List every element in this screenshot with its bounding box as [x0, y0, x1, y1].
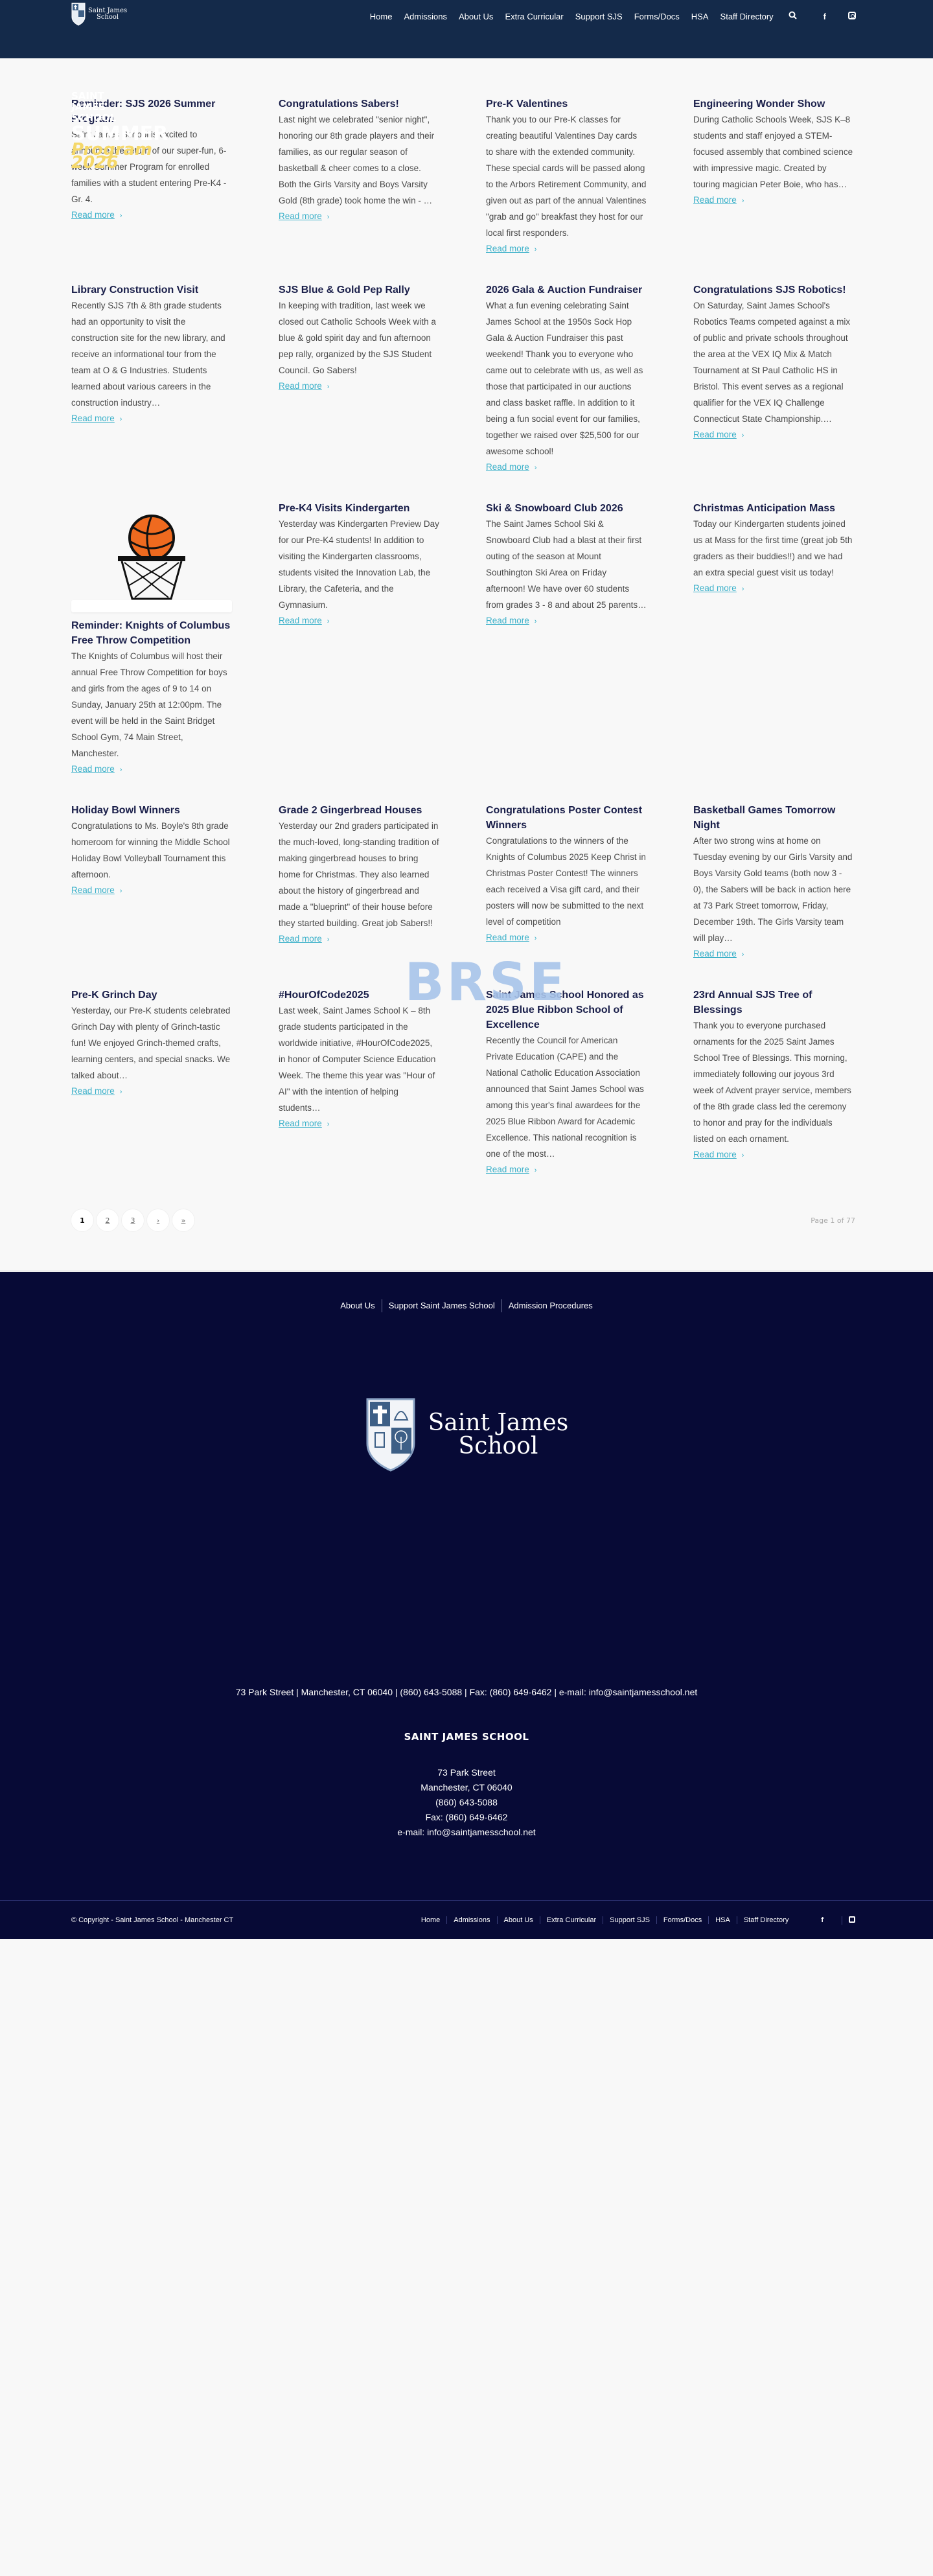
footer-link-about-us[interactable]: About Us	[340, 1301, 375, 1310]
read-more-link[interactable]	[279, 1116, 329, 1132]
chevron-right-icon: ›	[741, 585, 744, 593]
read-more-label: Read more	[486, 933, 529, 942]
posts-grid	[71, 91, 862, 1198]
school-crest-icon	[365, 1397, 417, 1473]
post-card	[71, 982, 232, 1178]
post-thumbnail[interactable]	[71, 600, 232, 612]
nav-support-sjs[interactable]: Support SJS	[575, 11, 623, 21]
post-excerpt: Congratulations to the winners of the Knights of Columbus 2025 Keep Christ in Christmas Poster Contest! The winners each received a Visa gift card, and their posters will now be submitted to the next level of competition	[486, 836, 646, 927]
contact-title: SAINT JAMES SCHOOL	[404, 1731, 529, 1743]
post-title[interactable]: Congratulations SJS Robotics!	[693, 284, 846, 296]
bottom-nav-admissions[interactable]: Admissions	[446, 1916, 496, 1924]
post-title[interactable]: Congratulations Poster Contest Winners	[486, 805, 642, 831]
footer-link-admission-procedures[interactable]: Admission Procedures	[501, 1299, 599, 1312]
post-excerpt: Yesterday, our Pre-K students celebrated Grinch Day with plenty of Grinch-tastic fun! We enjoyed Grinch-themed crafts, learning centers, and special snacks. We talked about…	[71, 1006, 231, 1080]
chevron-right-icon: ›	[119, 766, 122, 774]
chevron-right-icon: ›	[119, 887, 122, 895]
post-excerpt: Thank you to everyone purchased ornaments for the 2025 Saint James School Tree of Blessings. This morning, immediately following our joyous 3rd week of Advent prayer service, members of the 8th grade class led the ceremony to honor and pray for the individuals listed on each ornament.	[693, 1021, 851, 1144]
read-more-link[interactable]	[71, 411, 122, 427]
last-page-button[interactable]: »	[172, 1209, 194, 1231]
post-card	[486, 277, 647, 476]
nav-about-us[interactable]: About Us	[458, 11, 494, 21]
read-more-label: Read more	[279, 934, 322, 944]
footer-logo-line2: School	[458, 1433, 538, 1459]
post-excerpt: On Saturday, Saint James School's Robotics Teams competed against a mix of public and private schools throughout the area at the VEX IQ Mix & Match Tournament at St Paul Catholic HS in Bristol. This event serves as a regional qualifier for the VEX IQ Challenge Connecticut State Championship.…	[693, 301, 851, 424]
read-more-label: Read more	[486, 1165, 529, 1174]
post-excerpt: Last night we celebrated "senior night", honoring our 8th grade players and their families, as our regular season of basketball & cheer comes to a close. Both the Girls Varsity and Boys Varsity Gold (8th grade) took home the win - …	[279, 115, 435, 205]
read-more-label: Read more	[279, 211, 322, 221]
read-more-label: Read more	[279, 381, 322, 391]
facebook-icon[interactable]: f	[823, 11, 826, 21]
read-more-link[interactable]	[279, 931, 329, 947]
nav-admissions[interactable]: Admissions	[404, 11, 447, 21]
read-more-label: Read more	[693, 949, 737, 958]
read-more-link[interactable]	[693, 946, 744, 962]
post-card	[71, 797, 232, 962]
read-more-label: Read more	[71, 764, 115, 774]
post-card	[71, 495, 232, 778]
post-excerpt: Saint James School is excited to announce the return of our super-fun, 6-week Summer Program for enrolled families with a student entering Pre-K4 - Gr. 4.	[71, 130, 227, 204]
footer-links	[0, 1272, 933, 1312]
post-card	[486, 797, 647, 962]
chevron-right-icon: ›	[741, 951, 744, 958]
page-links	[71, 1209, 194, 1231]
bottom-nav-about-us[interactable]: About Us	[497, 1916, 540, 1924]
read-more-link[interactable]	[279, 209, 329, 225]
post-card	[693, 91, 854, 257]
read-more-link[interactable]	[279, 378, 329, 395]
read-more-label: Read more	[71, 210, 115, 220]
post-card	[486, 91, 647, 257]
read-more-label: Read more	[486, 462, 529, 472]
read-more-label: Read more	[279, 1119, 322, 1128]
nav-staff-directory[interactable]: Staff Directory	[720, 11, 774, 21]
page-summary: Page 1 of 77	[811, 1216, 855, 1225]
nav-forms-docs[interactable]: Forms/Docs	[634, 11, 680, 21]
chevron-right-icon: ›	[119, 212, 122, 220]
post-title[interactable]: SJS Blue & Gold Pep Rally	[279, 284, 410, 296]
bottom-nav-home[interactable]: Home	[420, 1916, 441, 1924]
nav-hsa[interactable]: HSA	[691, 11, 709, 21]
post-title[interactable]: Reminder: SJS 2026 Summer Program	[71, 99, 216, 124]
socket-bar	[0, 1900, 933, 1939]
post-card	[279, 797, 439, 962]
read-more-label: Read more	[693, 195, 737, 205]
nav-home[interactable]: Home	[369, 11, 393, 21]
read-more-label: Read more	[71, 885, 115, 895]
shield-logo-icon	[71, 3, 86, 26]
chevron-right-icon: ›	[741, 197, 744, 205]
post-title[interactable]: Holiday Bowl Winners	[71, 805, 180, 816]
basketball-hoop-icon	[71, 600, 232, 610]
read-more-link[interactable]	[71, 207, 122, 224]
instagram-icon[interactable]	[842, 1916, 862, 1925]
post-card	[279, 495, 439, 778]
chevron-right-icon: ›	[534, 464, 537, 472]
post-title[interactable]: Library Construction Visit	[71, 284, 199, 296]
read-more-link[interactable]	[486, 1162, 536, 1178]
read-more-label: Read more	[279, 616, 322, 625]
chevron-right-icon: ›	[327, 213, 330, 221]
page-2[interactable]: 2	[97, 1209, 119, 1231]
post-title[interactable]: 23rd Annual SJS Tree of Blessings	[693, 990, 812, 1015]
news-grid-section	[71, 58, 862, 1270]
pagination	[71, 1198, 862, 1270]
read-more-label: Read more	[486, 244, 529, 253]
post-title[interactable]: Grade 2 Gingerbread Houses	[279, 805, 422, 816]
post-excerpt: The Saint James School Ski & Snowboard Club had a blast at their first outing of the season at Mount Southington Ski Area on Friday afternoon! We have over 60 students from grades 3 - 8 and about 25 parents…	[486, 519, 647, 610]
chevron-right-icon: ›	[534, 934, 537, 942]
contact-address: 73 Park Street	[437, 1767, 496, 1778]
contact-city: Manchester, CT 06040	[420, 1782, 513, 1793]
bottom-nav-extra-curricular[interactable]: Extra Curricular	[540, 1916, 603, 1924]
read-more-label: Read more	[71, 413, 115, 423]
post-card	[71, 91, 232, 257]
post-card	[693, 277, 854, 476]
post-card	[693, 495, 854, 778]
post-excerpt: Congratulations to Ms. Boyle's 8th grade homeroom for winning the Middle School Holiday Bowl Volleyball Tournament this afternoon.	[71, 821, 230, 879]
logo-text-line1: Saint James	[88, 7, 128, 14]
post-excerpt: Recently SJS 7th & 8th grade students had an opportunity to visit the construction site for the new library, and receive an informational tour from the team at O & G Industries. Students learned about various careers in the construction industry…	[71, 301, 225, 408]
copyright: © Copyright - Saint James School - Manchester CT	[71, 1916, 234, 1924]
read-more-link[interactable]	[71, 761, 122, 778]
bottom-nav-forms-docs[interactable]: Forms/Docs	[656, 1916, 708, 1924]
social-links	[818, 12, 862, 21]
chevron-right-icon: ›	[534, 618, 537, 625]
chevron-right-icon: ›	[119, 415, 122, 423]
post-title[interactable]: Pre-K Valentines	[486, 99, 568, 110]
post-card	[279, 91, 439, 257]
read-more-link[interactable]	[693, 581, 744, 597]
page-1[interactable]: 1	[71, 1209, 93, 1231]
read-more-link[interactable]	[486, 459, 536, 476]
post-excerpt: Thank you to our Pre-K classes for creating beautiful Valentines Day cards to share with the extended community. These special cards will be passed along to the Arbors Retirement Community, and given out as part of the annual Valentines "grab and go" breakfast they host for our local first responders.	[486, 115, 647, 238]
post-card	[693, 982, 854, 1178]
post-title[interactable]: Ski & Snowboard Club 2026	[486, 503, 623, 514]
post-excerpt: In keeping with tradition, last week we closed out Catholic Schools Week with a blue & gold spirit day and fun afternoon pep rally, organized by the SJS Student Council. Go Sabers!	[279, 301, 436, 375]
chevron-right-icon: ›	[327, 1120, 330, 1128]
footer-bottom-nav	[415, 1916, 862, 1925]
post-card	[486, 495, 647, 778]
read-more-link[interactable]	[486, 613, 536, 629]
chevron-right-icon: ›	[119, 1088, 122, 1096]
post-title[interactable]: Saint James School Honored as 2025 Blue Ribbon School of Excellence	[486, 990, 644, 1030]
post-title[interactable]: Christmas Anticipation Mass	[693, 503, 836, 514]
post-excerpt: Yesterday was Kindergarten Preview Day for our Pre-K4 students! In addition to visiting the Kindergarten classrooms, students visited the Innovation Lab, the Library, the Cafeteria, and the Gymnasium.	[279, 519, 439, 610]
bottom-nav-staff-directory[interactable]: Staff Directory	[737, 1916, 796, 1924]
post-card	[486, 982, 647, 1178]
post-excerpt: Today our Kindergarten students joined us at Mass for the first time (great job 5th graders as their buddies!!) and we had an extra special guest visit us today!	[693, 519, 853, 577]
site-footer	[0, 1270, 933, 1939]
chevron-right-icon: ›	[741, 1152, 744, 1159]
post-excerpt: Last week, Saint James School K – 8th grade students participated in the worldwide initiative, #HourOfCode2025, in honor of Computer Science Education Week. The theme this year was "Hour of AI" with the intention of helping students…	[279, 1006, 436, 1113]
post-title[interactable]: #HourOfCode2025	[279, 990, 369, 1001]
chevron-right-icon: ›	[534, 1166, 537, 1174]
instagram-icon[interactable]	[842, 12, 862, 21]
site-logo[interactable]	[71, 3, 127, 26]
read-more-link[interactable]	[71, 883, 122, 899]
post-card	[279, 277, 439, 476]
read-more-label: Read more	[71, 1086, 115, 1096]
post-excerpt: The Knights of Columbus will host their annual Free Throw Competition for boys and girls from the ages of 9 to 14 on Sunday, January 25th at 12:00pm. The event will be held in the Saint Bridget School Gym, 74 Main Street, Manchester.	[71, 651, 227, 758]
chevron-right-icon: ›	[534, 246, 537, 253]
chevron-right-icon: ›	[327, 936, 330, 944]
contact-block	[0, 1765, 933, 1840]
post-title[interactable]: Basketball Games Tomorrow Night	[693, 805, 836, 831]
read-more-link[interactable]	[279, 613, 329, 629]
post-title[interactable]: Pre-K Grinch Day	[71, 990, 157, 1001]
chevron-right-icon: ›	[327, 383, 330, 391]
chevron-right-icon: ›	[741, 432, 744, 439]
contact-line: 73 Park Street | Manchester, CT 06040 | (860) 643-5088 | Fax: (860) 649-6462 | e-mail: info@saintjamesschool.net	[235, 1687, 698, 1697]
nav-extra-curricular[interactable]: Extra Curricular	[505, 11, 564, 21]
post-title[interactable]: 2026 Gala & Auction Fundraiser	[486, 284, 643, 296]
post-excerpt: Yesterday our 2nd graders participated in the much-loved, long-standing tradition of making gingerbread houses to bring home for Christmas. They also learned about the history of gingerbread and made a "blueprint" of their house before they started building. Great job Sabers!!	[279, 821, 439, 928]
main-nav	[364, 3, 862, 30]
read-more-link[interactable]	[693, 427, 744, 443]
post-card	[71, 277, 232, 476]
read-more-link[interactable]	[486, 241, 536, 257]
page-3[interactable]: 3	[122, 1209, 144, 1231]
read-more-label: Read more	[693, 583, 737, 593]
footer-logo-line1: Saint James	[428, 1410, 569, 1436]
read-more-link[interactable]	[71, 1084, 122, 1100]
chevron-right-icon: ›	[327, 618, 330, 625]
post-title[interactable]: Reminder: Knights of Columbus Free Throw Competition	[71, 620, 231, 646]
read-more-label: Read more	[693, 1150, 737, 1159]
read-more-link[interactable]	[693, 192, 744, 209]
post-title[interactable]: Engineering Wonder Show	[693, 99, 825, 110]
read-more-link[interactable]	[486, 930, 536, 946]
site-header	[0, 0, 933, 58]
facebook-icon[interactable]: f	[821, 1916, 824, 1924]
read-more-label: Read more	[486, 616, 529, 625]
footer-link-support[interactable]: Support Saint James School	[382, 1299, 501, 1312]
contact-phone[interactable]: (860) 643-5088	[435, 1797, 498, 1807]
contact-email[interactable]: e-mail: info@saintjamesschool.net	[397, 1827, 536, 1837]
post-excerpt: What a fun evening celebrating Saint James School at the 1950s Sock Hop Gala & Auction Fundraiser this past weekend! Thank you to everyone who came out to celebrate with us, as well as those that participated in our auctions and class basket raffle. In addition to it being a fun social event for our families, together we raised over $25,500 for our awesome school!	[486, 301, 643, 456]
post-excerpt: Recently the Council for American Private Education (CAPE) and the National Catholic Education Association announced that Saint James School was among this year's final awardees for the 2025 Blue Ribbon Award for Academic Excellence. This national recognition is one of the most…	[486, 1036, 644, 1159]
post-card	[693, 797, 854, 962]
read-more-link[interactable]	[693, 1147, 744, 1163]
contact-fax: Fax: (860) 649-6462	[425, 1812, 508, 1822]
footer-logo	[0, 1397, 933, 1473]
bottom-nav-support-sjs[interactable]: Support SJS	[603, 1916, 656, 1924]
next-page-button[interactable]: ›	[147, 1209, 169, 1231]
logo-text-line2: School	[97, 14, 119, 21]
read-more-label: Read more	[693, 430, 737, 439]
post-excerpt: After two strong wins at home on Tuesday evening by our Girls Varsity and Boys Varsity Gold teams (both now 3 - 0), the Sabers will be back in action here at 73 Park Street tomorrow, Friday, December 19th. The Girls Varsity team will play…	[693, 836, 853, 943]
post-title[interactable]: Pre-K4 Visits Kindergarten	[279, 503, 410, 514]
search-icon[interactable]	[779, 11, 805, 21]
post-excerpt: During Catholic Schools Week, SJS K–8 students and staff enjoyed a STEM-focused assembly that combined science with impressive magic. Created by touring magician Peter Boie, who has…	[693, 115, 853, 189]
post-title[interactable]: Congratulations Sabers!	[279, 99, 399, 110]
bottom-nav-hsa[interactable]: HSA	[708, 1916, 737, 1924]
